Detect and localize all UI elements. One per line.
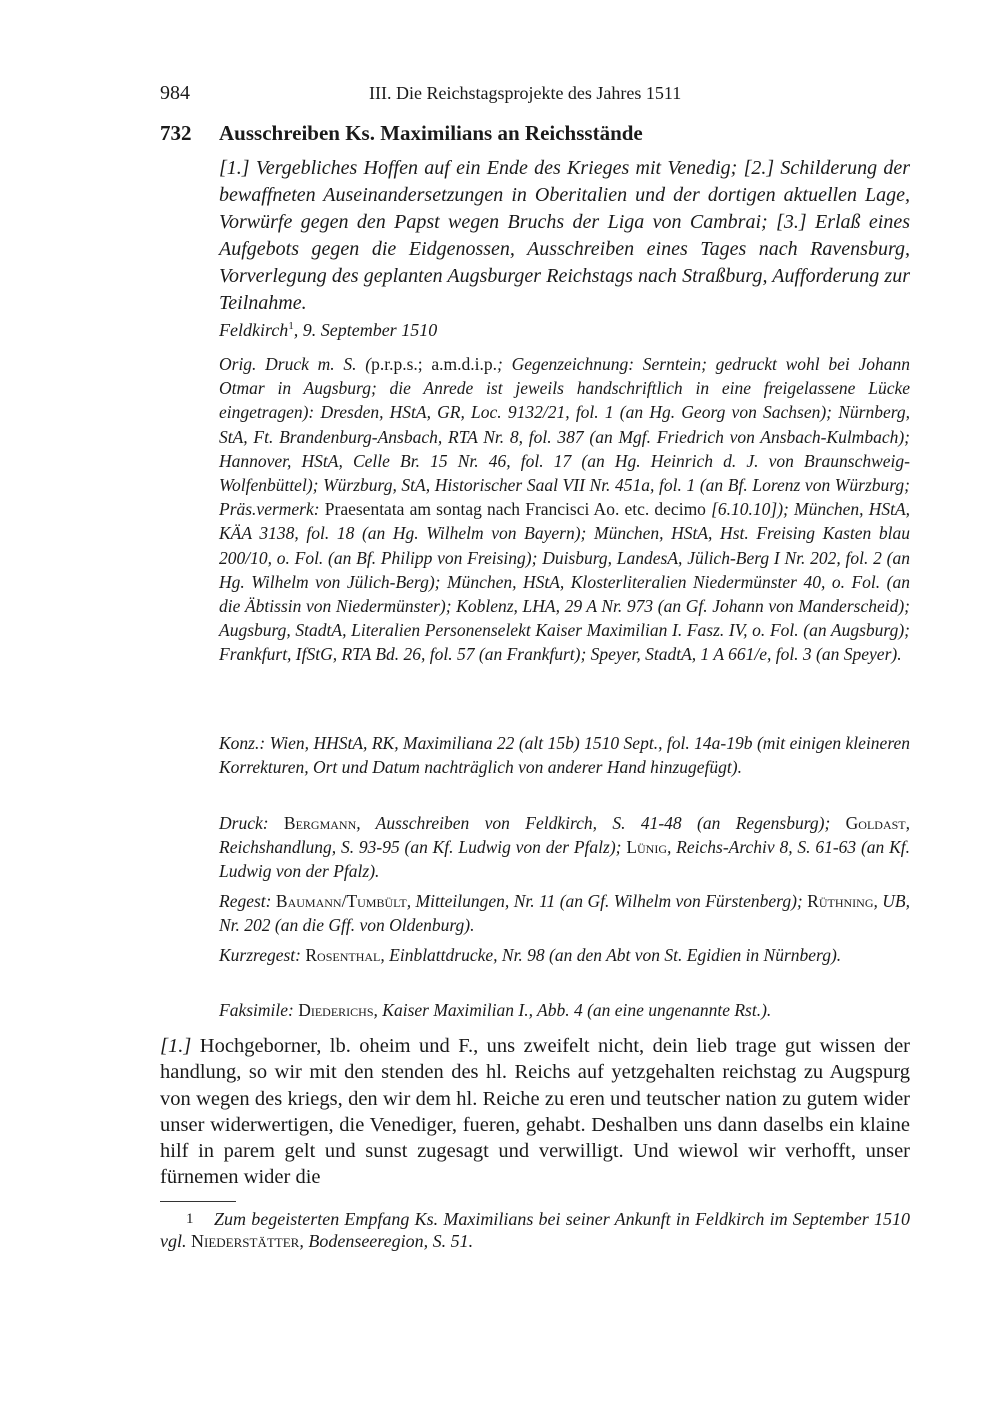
- running-head: [160, 82, 910, 108]
- section-marker: [1.]: [160, 1035, 192, 1057]
- druck-author-2: Goldast: [845, 813, 906, 833]
- regest-ref-1: , Mitteilungen, Nr. 11 (an Gf. Wilhelm von Fürstenberg);: [406, 891, 808, 911]
- druck-ref-1: , Ausschreiben von Feldkirch, S. 41-48 (an Regensburg);: [356, 813, 846, 833]
- orig-text-b: p.r.p.s.;: [371, 354, 423, 374]
- footnote-author: Niederstätter: [191, 1231, 300, 1251]
- regest-label: Regest:: [219, 891, 276, 911]
- kurzregest-label: Kurzregest:: [219, 945, 306, 965]
- druck-author-3: Lünig: [626, 837, 667, 858]
- source-kurzregest: [219, 943, 910, 967]
- druck-author-1: Bergmann: [283, 813, 357, 833]
- place-date-line: [219, 318, 910, 342]
- running-title: III. Die Reichstagsprojekte des Jahres 1511: [369, 83, 682, 103]
- main-text: [160, 1033, 910, 1191]
- konz-text: Konz.: Wien, HHStA, RK, Maximiliana 22 (alt 15b) 1510 Sept., fol. 14a-19b (mit einigen kleineren Korrekturen, Ort und Datum nachträglich von anderer Hand hinzugefügt).: [219, 733, 910, 778]
- kurzregest-ref: , Einblattdrucke, Nr. 98 (an den Abt von St. Egidien in Nürnberg).: [380, 945, 842, 965]
- druck-ref-2: , Reichshandlung, S. 93-95 (an Kf. Ludwig von der Pfalz);: [219, 813, 910, 858]
- source-original-print: [219, 352, 910, 667]
- source-druck: [219, 811, 910, 884]
- orig-text-d: ; Gegenzeichnung: Serntein; gedruckt wohl bei Johann Otmar in Augsburg; die Anrede ist jeweils handschriftlich in eine freigelassene Lücke eingetragen): Dresden, HStA, GR, Loc. 9132/21, fol. 1 (an Hg. Georg von Sachsen); Nürnberg, StA, Ft. Brandenburg-Ansbach, RTA Nr. 8, fol. 387 (an Mgf. Friedrich von Ansbach-Kulmbach); Hannover, HStA, Celle Br. 15 Nr. 46, fol. 17 (an Hg. Heinrich d. J. von Braunschweig-Wolfenbüttel); Würzburg, StA, Historischer Saal VII Nr. 451a, fol. 1 (an Bf. Lorenz von Würzburg; Präs.vermerk:: [219, 354, 911, 520]
- main-text-body: Hochgeborner, lb. oheim und F., uns zweifelt nicht, dein lieb trage gut wissen der handlung, so wir mit den stenden des hl. Reichs auf yetzgehalten reichstag zu Augspurg von wegen des kriegs, den wir dem hl. Reiche zu eren und teutscher nation zu gutem wider unser widerwertigen, die Venediger, fueren, gehabt. Deshalben uns dann daselbs ein klaine hilf in parem gelt und sunst zugesagt und verwilligt. Und wiewol wir verhofft, unser fürnemen wider die: [160, 1035, 910, 1189]
- source-faksimile: [219, 998, 910, 1022]
- regest-author-2: Rüthning: [807, 891, 874, 911]
- footnote: [160, 1208, 910, 1252]
- source-konzept: [219, 731, 910, 779]
- regest-author-1: Baumann/Tumbült: [275, 891, 407, 911]
- orig-text-c: a.m.d.i.p.: [431, 354, 497, 374]
- page-number: 984: [160, 82, 190, 104]
- faksimile-ref: , Kaiser Maximilian I., Abb. 4 (an eine ungenannte Rst.).: [373, 1000, 772, 1020]
- faksimile-label: Faksimile:: [219, 1000, 299, 1020]
- footnote-divider: [160, 1201, 236, 1202]
- orig-text-e: Praesentata am sontag nach Francisci Ao. etc. decimo: [324, 499, 706, 520]
- document-regest: [1.] Vergebliches Hoffen auf ein Ende des Krieges mit Venedig; [2.] Schilderung der bewaffneten Auseinandersetzungen in Oberitalien und der dortigen aktuellen Lage, Vorwürfe gegen den Papst wegen Bruchs der Liga von Cambrai; [3.] Erlaß eines Aufgebots gegen die Eidgenossen, Ausschreiben eines Tages nach Ravensburg, Vorverlegung des geplanten Augsburger Reichstags nach Straßburg, Aufforderung zur Teilnahme.: [219, 157, 910, 314]
- footnote-number: 1: [186, 1211, 194, 1227]
- document-title: Ausschreiben Ks. Maximilians an Reichsstände: [219, 121, 643, 145]
- footnote-text-a: Zum begeisterten Empfang Ks. Maximilians bei seiner Ankunft in Feldkirch im September 1510 vgl.: [160, 1209, 910, 1251]
- druck-ref-3: , Reichs-Archiv 8, S. 61-63 (an Kf. Ludwig von der Pfalz).: [219, 837, 910, 882]
- regest-ref-2: , UB, Nr. 202 (an die Gff. von Oldenburg).: [219, 891, 911, 936]
- orig-text-a: Orig. Druck m. S. (: [219, 354, 372, 374]
- place: Feldkirch: [219, 320, 289, 340]
- orig-text-f: [6.10.10]); München, HStA, KÄA 3138, fol. 18 (an Hg. Wilhelm von Bayern); München, HStA, Hst. Freising Kasten blau 200/10, o. Fol. (an Bf. Philipp von Freising); Duisburg, LandesA, Jülich-Berg I Nr. 202, fol. 2 (an Hg. Wilhelm von Jülich-Berg); München, HStA, Klosterliteralien Niedermünster 40, o. Fol. (an die Äbtissin von Niedermünster); Koblenz, LHA, 29 A Nr. 973 (an Gf. Johann von Manderscheid); Augsburg, StadtA, Literalien Personenselekt Kaiser Maximilian I. Fasz. IV, o. Fol. (an Augsburg); Frankfurt, IfStG, RTA Bd. 26, fol. 57 (an Frankfurt); Speyer, StadtA, 1 A 661/e, fol. 3 (an Speyer).: [219, 499, 911, 665]
- footnote-ref[interactable]: 1: [288, 320, 294, 332]
- source-regest: [219, 889, 910, 937]
- kurzregest-author: Rosenthal: [305, 945, 381, 965]
- document-number: 732: [160, 121, 192, 145]
- footnote-text-b: , Bodenseeregion, S. 51.: [299, 1231, 474, 1251]
- druck-label: Druck:: [219, 813, 284, 833]
- faksimile-author: Diederichs: [298, 1000, 374, 1020]
- date: , 9. September 1510: [293, 320, 438, 340]
